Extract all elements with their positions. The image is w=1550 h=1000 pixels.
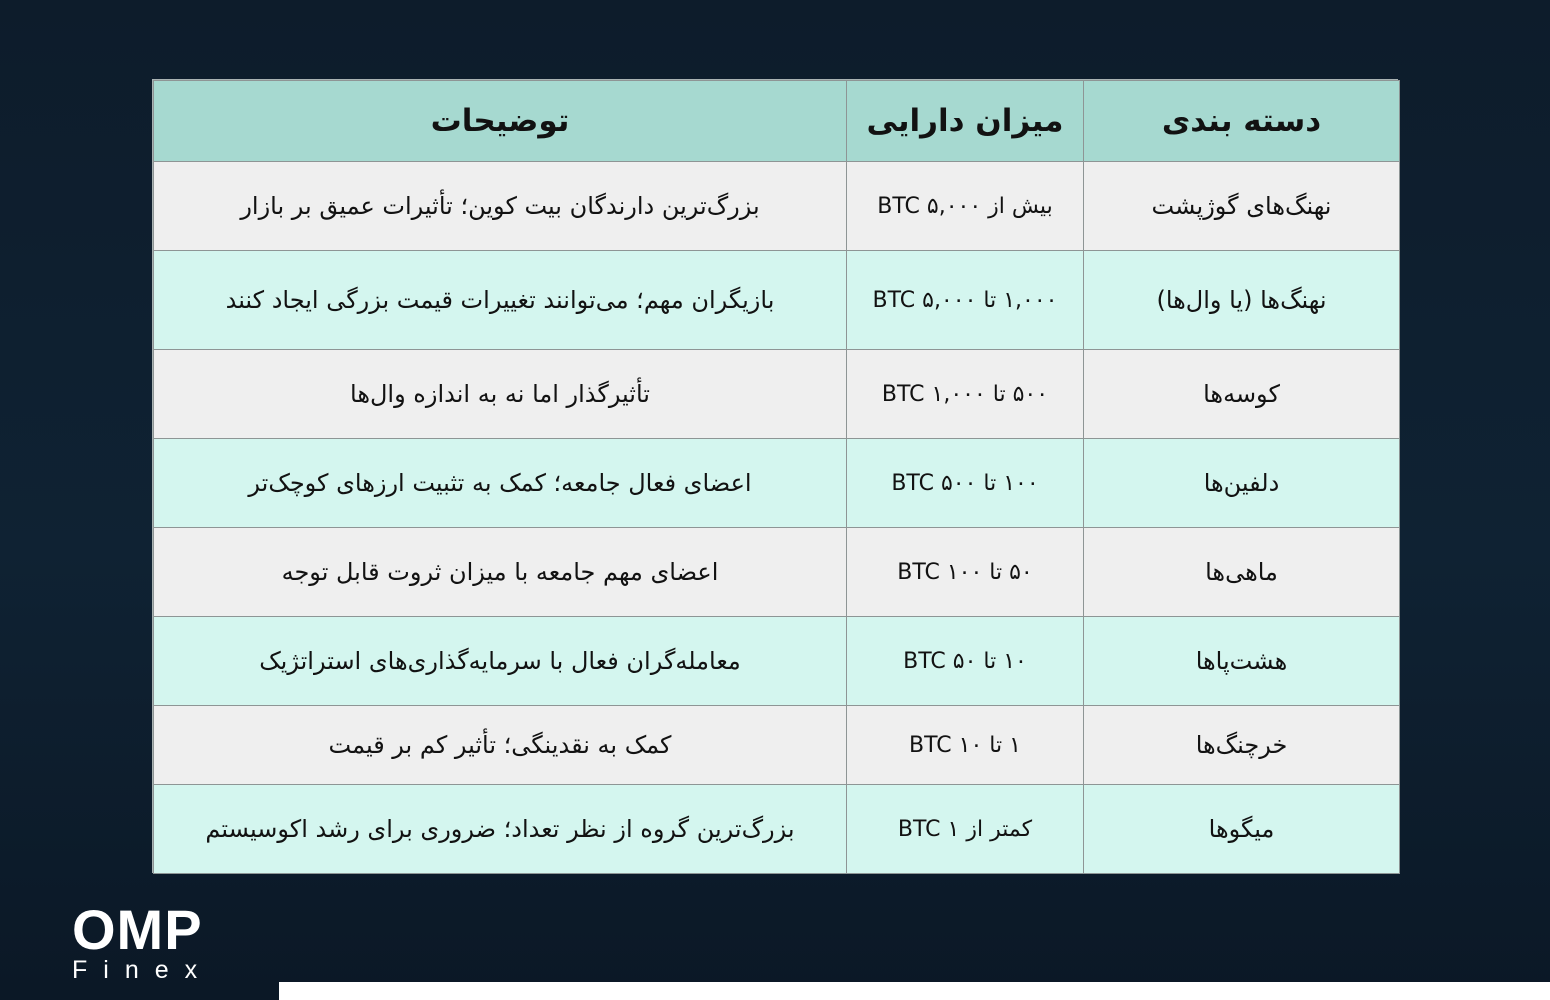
cell-category: دلفین‌ها	[1084, 439, 1400, 528]
cell-description: بزرگ‌ترین دارندگان بیت کوین؛ تأثیرات عمیق بر بازار	[154, 162, 847, 251]
cell-description: اعضای فعال جامعه؛ کمک به تثبیت ارزهای کوچک‌تر	[154, 439, 847, 528]
logo-subtitle: Finex	[72, 956, 214, 984]
header-description: توضیحات	[154, 81, 847, 162]
cell-category: نهنگ‌های گوژپشت	[1084, 162, 1400, 251]
cell-amount: ۱۰۰ تا ۵۰۰ BTC	[847, 439, 1084, 528]
table-row	[154, 162, 1400, 251]
cell-amount: ۱۰ تا ۵۰ BTC	[847, 617, 1084, 706]
table-row	[154, 439, 1400, 528]
cell-category: ماهی‌ها	[1084, 528, 1400, 617]
header-category: دسته بندی	[1084, 81, 1400, 162]
logo-wordmark: OMP	[72, 898, 203, 961]
cell-description: معامله‌گران فعال با سرمایه‌گذاری‌های استراتژیک	[154, 617, 847, 706]
cell-amount: کمتر از ۱ BTC	[847, 785, 1084, 874]
cell-category: هشت‌پاها	[1084, 617, 1400, 706]
cell-description: بزرگ‌ترین گروه از نظر تعداد؛ ضروری برای رشد اکوسیستم	[154, 785, 847, 874]
cell-category: کوسه‌ها	[1084, 350, 1400, 439]
cell-description: اعضای مهم جامعه با میزان ثروت قابل توجه	[154, 528, 847, 617]
cell-amount: ۱,۰۰۰ تا ۵,۰۰۰ BTC	[847, 251, 1084, 350]
header-amount: میزان دارایی	[847, 81, 1084, 162]
cell-amount: ۱ تا ۱۰ BTC	[847, 706, 1084, 785]
cell-description: کمک به نقدینگی؛ تأثیر کم بر قیمت	[154, 706, 847, 785]
cell-description: بازیگران مهم؛ می‌توانند تغییرات قیمت بزرگی ایجاد کنند	[154, 251, 847, 350]
cell-category: میگوها	[1084, 785, 1400, 874]
cell-amount: بیش از ۵,۰۰۰ BTC	[847, 162, 1084, 251]
cell-description: تأثیرگذار اما نه به اندازه وال‌ها	[154, 350, 847, 439]
cell-amount: ۵۰۰ تا ۱,۰۰۰ BTC	[847, 350, 1084, 439]
table-row	[154, 785, 1400, 874]
holdings-table-container	[152, 79, 1398, 873]
cell-category: نهنگ‌ها (یا وال‌ها)	[1084, 251, 1400, 350]
table-row	[154, 350, 1400, 439]
bottom-bar	[279, 982, 1550, 1000]
cell-amount: ۵۰ تا ۱۰۰ BTC	[847, 528, 1084, 617]
holdings-table	[153, 80, 1400, 874]
table-row	[154, 706, 1400, 785]
table-row	[154, 251, 1400, 350]
omp-finex-logo	[72, 898, 222, 984]
table-row	[154, 617, 1400, 706]
table-row	[154, 528, 1400, 617]
table-header-row	[154, 81, 1400, 162]
cell-category: خرچنگ‌ها	[1084, 706, 1400, 785]
